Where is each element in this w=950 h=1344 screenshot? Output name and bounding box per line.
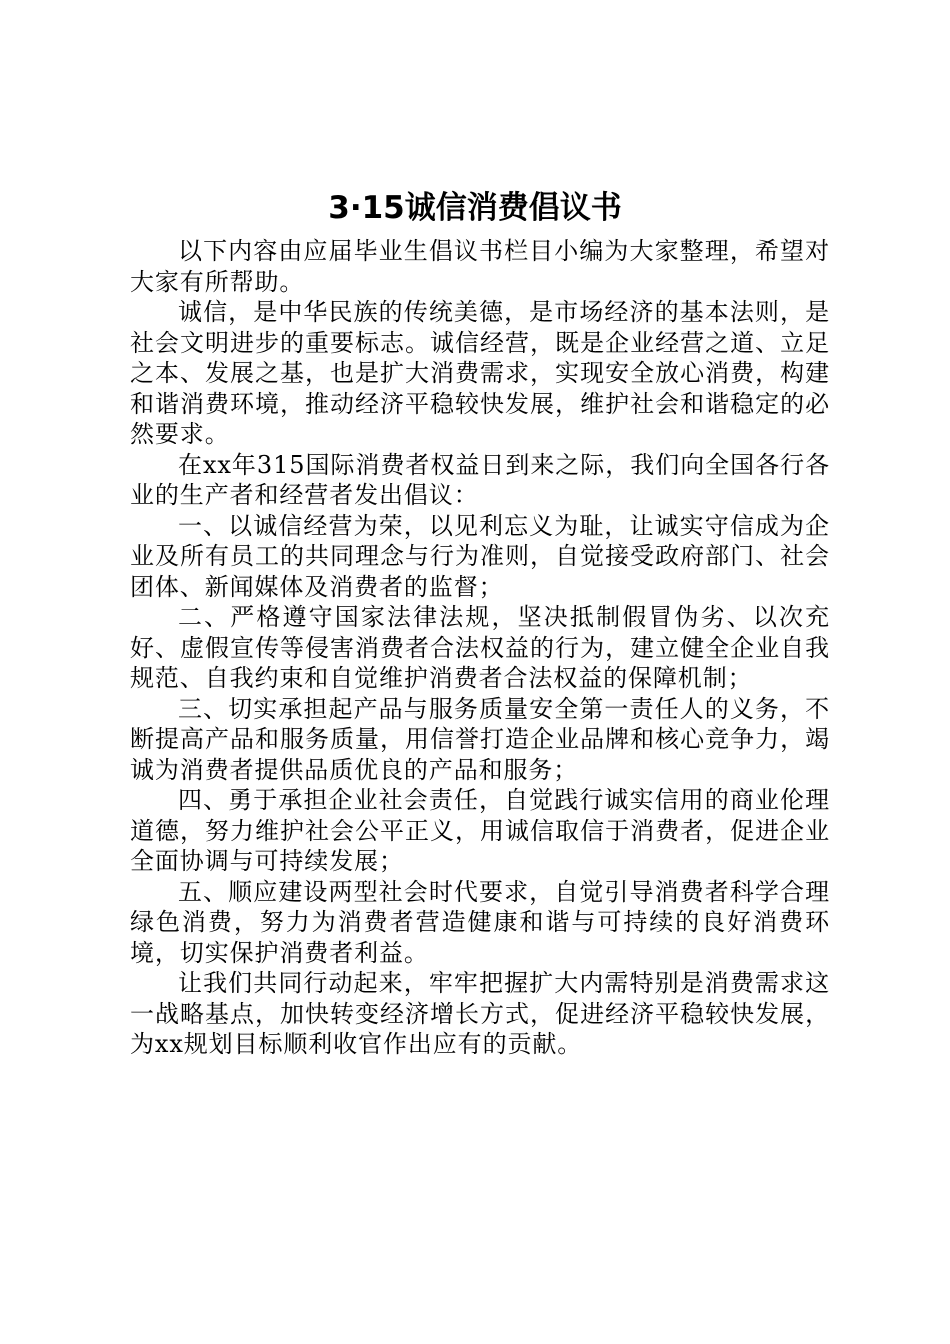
- paragraph-item-3: 三、切实承担起产品与服务质量安全第一责任人的义务，不断提高产品和服务质量，用信誉打造企业品牌和核心竞争力，竭诚为消费者提供品质优良的产品和服务；: [130, 694, 830, 784]
- document-body: [130, 236, 830, 1060]
- paragraph-proposal: 在xx年315国际消费者权益日到来之际，我们向全国各行各业的生产者和经营者发出倡议：: [130, 450, 830, 509]
- paragraph-item-1: 一、以诚信经营为荣，以见利忘义为耻，让诚实守信成为企业及所有员工的共同理念与行为准则，自觉接受政府部门、社会团体、新闻媒体及消费者的监督；: [130, 511, 830, 601]
- paragraph-closing: 让我们共同行动起来，牢牢把握扩大内需特别是消费需求这一战略基点，加快转变经济增长方式，促进经济平稳较快发展，为xx规划目标顺利收官作出应有的贡献。: [130, 969, 830, 1058]
- paragraph-item-4: 四、勇于承担企业社会责任，自觉践行诚实信用的商业伦理道德，努力维护社会公平正义，用诚信取信于消费者，促进企业全面协调与可持续发展；: [130, 786, 830, 875]
- paragraph-integrity: 诚信，是中华民族的传统美德，是市场经济的基本法则，是社会文明进步的重要标志。诚信经营，既是企业经营之道、立足之本、发展之基，也是扩大消费需求，实现安全放心消费，构建和谐消费环境，推动经济平稳较快发展，维护社会和谐稳定的必然要求。: [130, 298, 830, 448]
- paragraph-intro: 以下内容由应届毕业生倡议书栏目小编为大家整理，希望对大家有所帮助。: [130, 237, 830, 296]
- paragraph-item-2: 二、严格遵守国家法律法规，坚决抵制假冒伪劣、以次充好、虚假宣传等侵害消费者合法权益的行为，建立健全企业自我规范、自我约束和自觉维护消费者合法权益的保障机制；: [130, 603, 830, 692]
- paragraph-item-5: 五、顺应建设两型社会时代要求，自觉引导消费者科学合理绿色消费，努力为消费者营造健康和谐与可持续的良好消费环境，切实保护消费者利益。: [130, 877, 830, 967]
- page-title: 3·15诚信消费倡议书: [328, 190, 622, 226]
